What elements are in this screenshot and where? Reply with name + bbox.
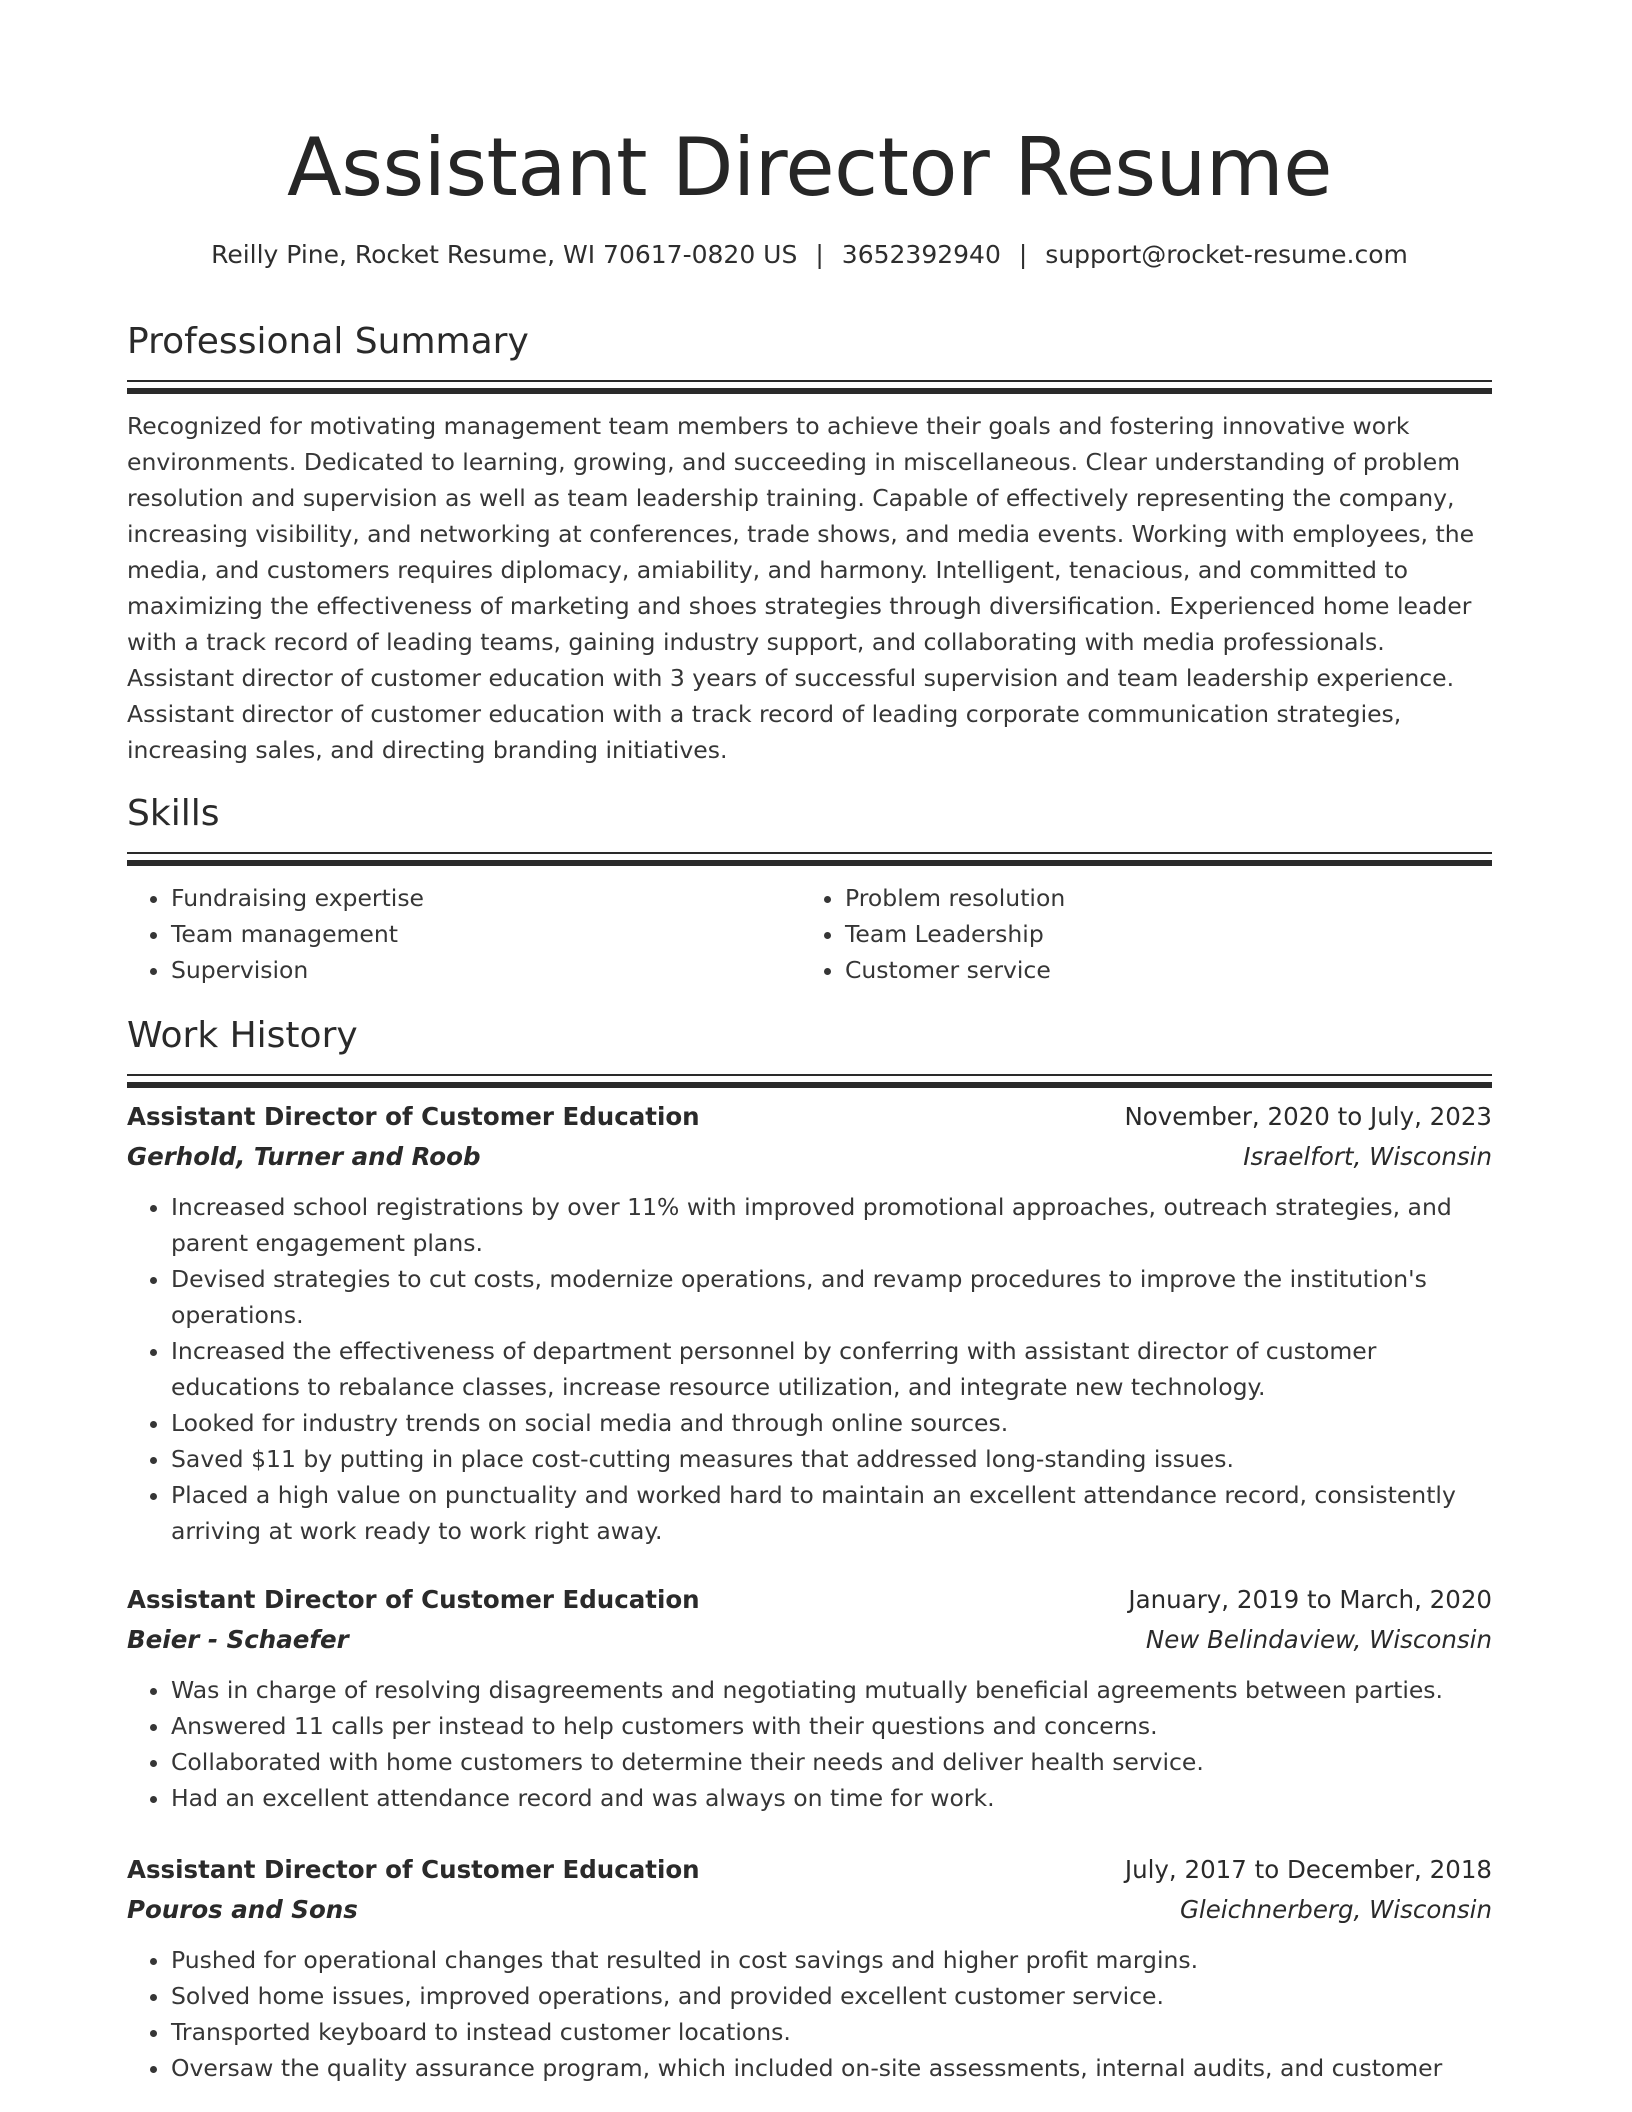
work-history-heading: Work History [127,1015,358,1056]
job-title: Assistant Director of Customer Education [127,1855,700,1884]
section-divider [127,1074,1492,1076]
job-subheader [127,1890,1492,1930]
duty-item: • Collaborated with home customers to determine their needs and deliver health service. [171,1744,1492,1780]
skill-item: • Team management [171,916,801,952]
duty-item: • Looked for industry trends on social media and through online sources. [171,1405,1492,1441]
contact-line [127,237,1492,273]
job-entry [127,1097,1492,1549]
skill-item: • Supervision [171,952,801,988]
duty-item: • Increased school registrations by over 11% with improved promotional approaches, outreach strategies, and parent engagement plans. [171,1189,1492,1261]
contact-phone: 3652392940 [841,240,1001,269]
skills-list [127,880,1492,988]
skill-item: • Customer service [845,952,1475,988]
skills-section [127,790,1492,988]
section-divider-thick [127,1082,1492,1088]
job-header [127,1097,1492,1137]
job-duties [127,1942,1492,2086]
skill-item: • Fundraising expertise [171,880,801,916]
work-history-section [127,1012,1492,1088]
job-location: Gleichnerberg, Wisconsin [1179,1895,1492,1924]
contact-address: Reilly Pine, Rocket Resume, WI 70617-0820 US [211,240,798,269]
duty-item: • Answered 11 calls per instead to help customers with their questions and concerns. [171,1708,1492,1744]
skill-item: • Problem resolution [845,880,1475,916]
duty-item: • Pushed for operational changes that resulted in cost savings and higher profit margins. [171,1942,1492,1978]
job-location: New Belindaview, Wisconsin [1145,1625,1492,1654]
skills-heading: Skills [127,793,220,834]
section-divider [127,852,1492,854]
contact-separator: | [1018,240,1028,269]
summary-text: Recognized for motivating management team members to achieve their goals and fostering innovative work environments. Dedicated to learning, growing, and succeeding in miscellaneous. Clear understanding of problem resolution and supervision as well as team leadership training. Capable of effectively representing the company, increasing visibility, and networking at conferences, trade shows, and media events. Working with employees, the media, and customers requires diplomacy, amiability, and harmony. Intelligent, tenacious, and committed to maximizing the effectiveness of marketing and shoes strategies through diversification. Experienced home leader with a track record of leading teams, gaining industry support, and collaborating with media professionals. Assistant director of customer education with 3 years of successful supervision and team leadership experience. Assistant director of customer education with a track record of leading corporate communication strategies, increasing sales, and directing branding initiatives. [127,412,1475,764]
job-title: Assistant Director of Customer Education [127,1585,700,1614]
job-subheader [127,1620,1492,1660]
duty-item: • Was in charge of resolving disagreements and negotiating mutually beneficial agreements between parties. [171,1672,1492,1708]
job-company: Beier - Schaefer [127,1625,349,1654]
duty-item: • Oversaw the quality assurance program, which included on-site assessments, internal audits, and customer [171,2050,1492,2086]
skills-column-left [127,880,801,988]
job-company: Pouros and Sons [127,1895,358,1924]
job-dates: January, 2019 to March, 2020 [1128,1585,1492,1614]
summary-section [127,318,1492,768]
duty-item: • Increased the effectiveness of department personnel by conferring with assistant director of customer educations to rebalance classes, increase resource utilization, and integrate new technology. [171,1333,1492,1405]
job-header [127,1580,1492,1620]
job-duties [127,1189,1492,1549]
job-duties [127,1672,1492,1816]
duty-item: • Transported keyboard to instead customer locations. [171,2014,1492,2050]
contact-email: support@rocket-resume.com [1045,240,1408,269]
job-entry [127,1850,1492,2086]
job-dates: July, 2017 to December, 2018 [1124,1855,1492,1884]
job-header [127,1850,1492,1890]
section-divider [127,380,1492,382]
resume-title: Assistant Director Resume [287,121,1332,214]
section-divider-thick [127,388,1492,394]
duty-item: • Saved $11 by putting in place cost-cutting measures that addressed long-standing issues. [171,1441,1492,1477]
job-dates: November, 2020 to July, 2023 [1124,1102,1492,1131]
contact-separator: | [815,240,824,269]
skills-column-right [801,880,1475,988]
job-subheader [127,1137,1492,1177]
job-title: Assistant Director of Customer Education [127,1102,700,1131]
summary-heading: Professional Summary [127,321,529,362]
job-company: Gerhold, Turner and Roob [127,1142,481,1171]
section-divider-thick [127,860,1492,866]
job-location: Israelfort, Wisconsin [1243,1142,1492,1171]
duty-item: • Placed a high value on punctuality and worked hard to maintain an excellent attendance record, consistently arriving at work ready to work right away. [171,1477,1492,1549]
duty-item: • Solved home issues, improved operations, and provided excellent customer service. [171,1978,1492,2014]
job-entry [127,1580,1492,1816]
duty-item: • Devised strategies to cut costs, modernize operations, and revamp procedures to improve the institution's operations. [171,1261,1492,1333]
skill-item: • Team Leadership [845,916,1475,952]
duty-item: • Had an excellent attendance record and was always on time for work. [171,1780,1492,1816]
